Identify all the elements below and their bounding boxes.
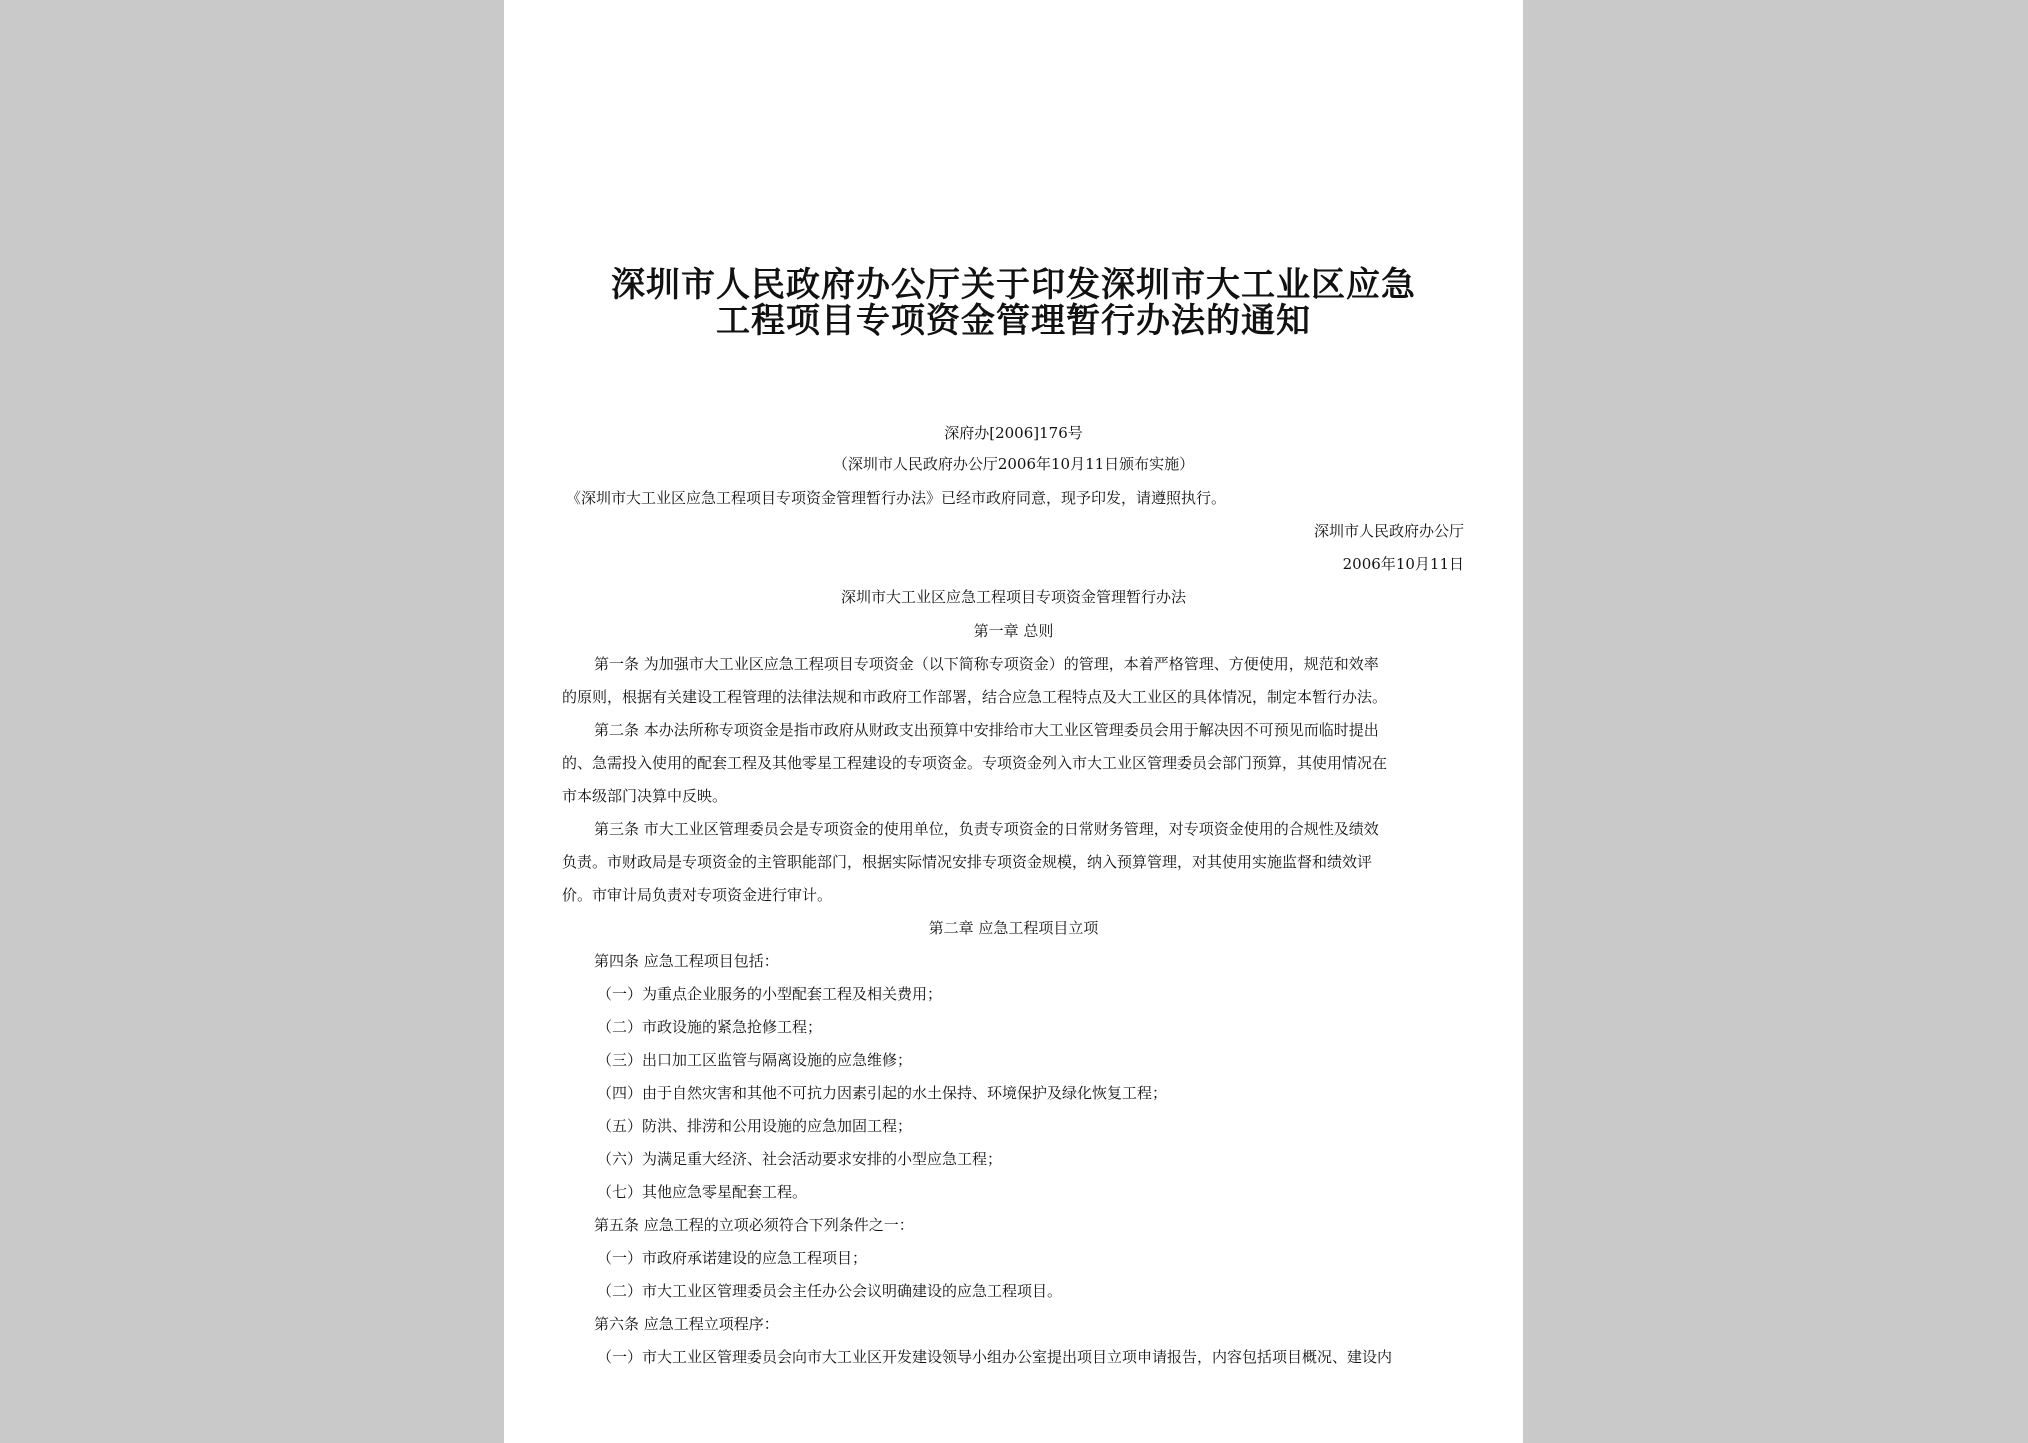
article-1-line-1: 第一条 为加强市大工业区应急工程项目专项资金（以下简称专项资金）的管理，本着严格管理、方便使用，规范和效率 [594, 655, 1379, 673]
article-4-item-1: （一）为重点企业服务的小型配套工程及相关费用； [597, 985, 943, 1003]
article-2-line-2: 的、急需投入使用的配套工程及其他零星工程建设的专项资金。专项资金列入市大工业区管理委员会部门预算，其使用情况在 [562, 754, 1388, 772]
article-5: 第五条 应急工程的立项必须符合下列条件之一： [594, 1216, 914, 1234]
article-4-item-5: （五）防洪、排涝和公用设施的应急加固工程； [597, 1117, 913, 1135]
article-4-item-3: （三）出口加工区监管与隔离设施的应急维修； [597, 1051, 913, 1069]
article-4-item-2: （二）市政设施的紧急抢修工程； [597, 1018, 823, 1036]
measures-title: 深圳市大工业区应急工程项目专项资金管理暂行办法 [840, 588, 1186, 606]
article-5-item-2: （二）市大工业区管理委员会主任办公会议明确建设的应急工程项目。 [597, 1282, 1063, 1300]
document-page [504, 0, 1523, 1443]
article-4-item-4: （四）由于自然灾害和其他不可抗力因素引起的水土保持、环境保护及绿化恢复工程； [597, 1084, 1168, 1102]
chapter-1-heading: 第一章 总则 [973, 622, 1054, 640]
article-1-line-2: 的原则，根据有关建设工程管理的法律法规和市政府工作部署，结合应急工程特点及大工业区的具体情况，制定本暂行办法。 [562, 688, 1388, 706]
article-6-item-1: （一）市大工业区管理委员会向市大工业区开发建设领导小组办公室提出项目立项申请报告，内容包括项目概况、建设内 [597, 1348, 1393, 1366]
issue-note: （深圳市人民政府办公厅2006年10月11日颁布实施） [832, 455, 1195, 473]
article-3-line-1: 第三条 市大工业区管理委员会是专项资金的使用单位，负责专项资金的日常财务管理，对专项资金使用的合规性及绩效 [594, 820, 1379, 838]
issue-date: 2006年10月11日 [1342, 555, 1464, 573]
article-4-item-6: （六）为满足重大经济、社会活动要求安排的小型应急工程； [597, 1150, 1003, 1168]
document-number: 深府办[2006]176号 [944, 424, 1083, 442]
article-5-item-1: （一）市政府承诺建设的应急工程项目； [597, 1249, 868, 1267]
article-2-line-1: 第二条 本办法所称专项资金是指市政府从财政支出预算中安排给市大工业区管理委员会用于解决因不可预见而临时提出 [594, 721, 1379, 739]
document-title-line-1: 深圳市人民政府办公厅关于印发深圳市大工业区应急 [611, 265, 1416, 305]
article-4-item-7: （七）其他应急零星配套工程。 [597, 1183, 808, 1201]
article-6: 第六条 应急工程立项程序： [594, 1315, 779, 1333]
article-3-line-3: 价。市审计局负责对专项资金进行审计。 [562, 886, 833, 904]
chapter-2-heading: 第二章 应急工程项目立项 [928, 919, 1099, 937]
article-4: 第四条 应急工程项目包括： [594, 952, 779, 970]
issuer-signature: 深圳市人民政府办公厅 [1313, 522, 1464, 540]
article-2-line-3: 市本级部门决算中反映。 [562, 787, 728, 805]
intro-paragraph: 《深圳市大工业区应急工程项目专项资金管理暂行办法》已经市政府同意，现予印发，请遵照执行。 [566, 489, 1227, 507]
article-3-line-2: 负责。市财政局是专项资金的主管职能部门，根据实际情况安排专项资金规模，纳入预算管理，对其使用实施监督和绩效评 [562, 853, 1373, 871]
document-title-line-2: 工程项目专项资金管理暂行办法的通知 [716, 301, 1311, 341]
